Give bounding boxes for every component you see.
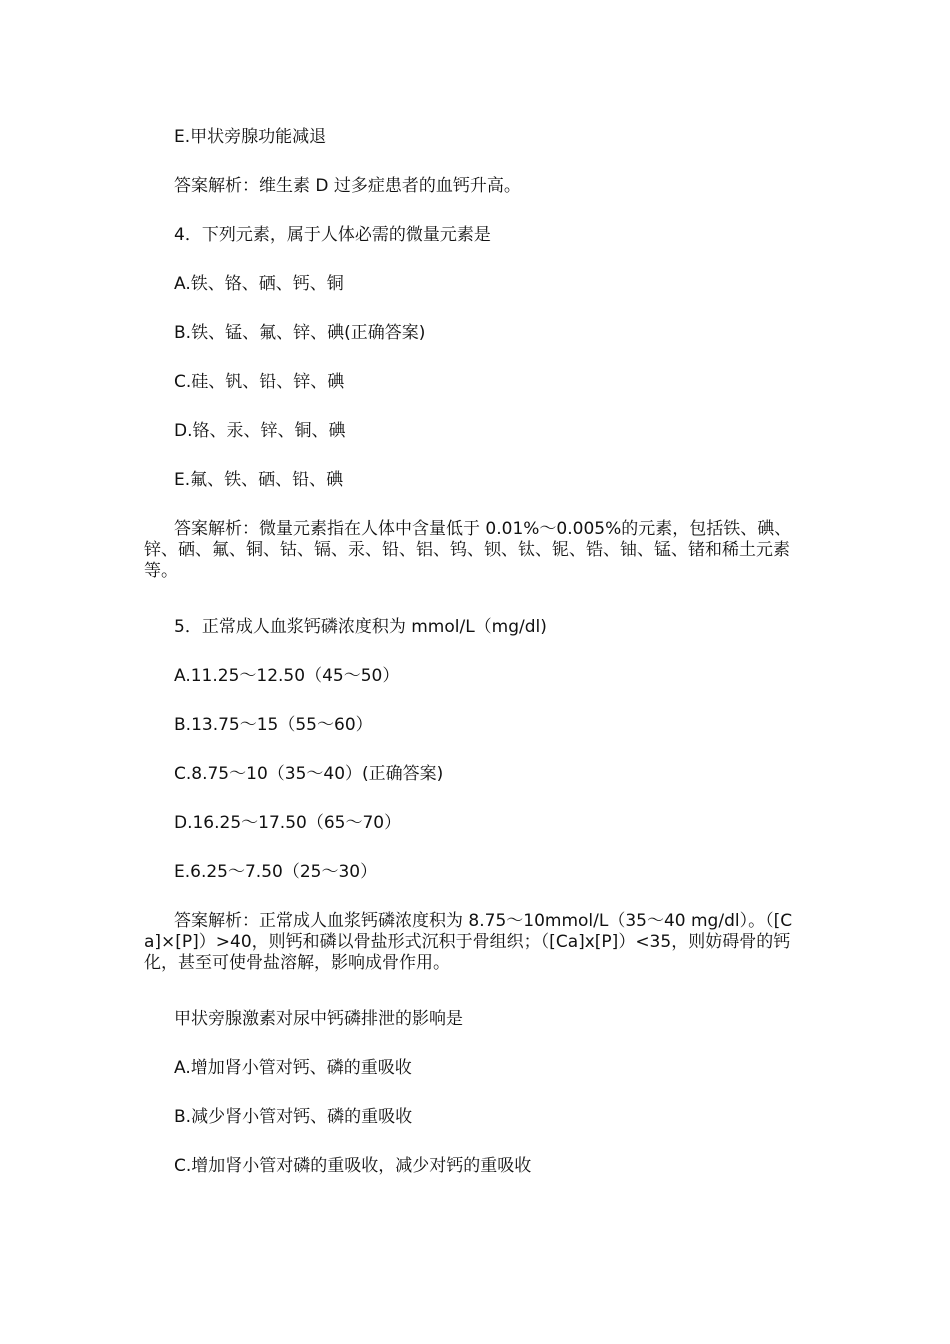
question-4-stem: 4．下列元素，属于人体必需的微量元素是 <box>174 225 491 245</box>
q5-option-c: C.8.75～10（35～40）(正确答案) <box>174 764 444 784</box>
q4-option-d: D.铬、汞、锌、铜、碘 <box>174 421 346 441</box>
q6-option-a: A.增加肾小管对钙、磷的重吸收 <box>174 1058 412 1078</box>
answer-explanation: 答案解析：维生素 D 过多症患者的血钙升高。 <box>174 176 521 196</box>
q5-option-b: B.13.75～15（55～60） <box>174 715 373 735</box>
q6-option-b: B.减少肾小管对钙、磷的重吸收 <box>174 1107 413 1127</box>
q5-option-d: D.16.25～17.50（65～70） <box>174 813 402 833</box>
q6-option-c: C.增加肾小管对磷的重吸收，减少对钙的重吸收 <box>174 1156 532 1176</box>
option-e-text: E.甲状旁腺功能减退 <box>174 127 327 147</box>
question-6-stem: 甲状旁腺激素对尿中钙磷排泄的影响是 <box>174 1009 463 1029</box>
question-5-stem: 5．正常成人血浆钙磷浓度积为 mmol/L（mg/dl) <box>174 617 547 637</box>
q5-option-a: A.11.25～12.50（45～50） <box>174 666 400 686</box>
q5-option-e: E.6.25～7.50（25～30） <box>174 862 378 882</box>
q5-answer-explanation: 答案解析：正常成人血浆钙磷浓度积为 8.75～10mmol/L（35～40 mg/dl）。（[Ca]×[P]）>40，则钙和磷以骨盐形式沉积于骨组织；（[Ca]x[P]）<35，则妨碍骨的钙化，甚至可使骨盐溶解，影响成骨作用。 <box>144 911 793 973</box>
q4-answer-explanation: 答案解析：微量元素指在人体中含量低于 0.01%～0.005%的元素，包括铁、碘、锌、硒、氟、铜、钴、镉、汞、铅、铝、钨、钡、钛、铌、锆、铀、锰、锗和稀土元素等。 <box>144 519 792 581</box>
q4-option-e: E.氟、铁、硒、铅、碘 <box>174 470 344 490</box>
q4-option-b: B.铁、锰、氟、锌、碘(正确答案) <box>174 323 426 343</box>
q4-option-c: C.硅、钒、铅、锌、碘 <box>174 372 345 392</box>
q4-option-a: A.铁、铬、硒、钙、铜 <box>174 274 344 294</box>
